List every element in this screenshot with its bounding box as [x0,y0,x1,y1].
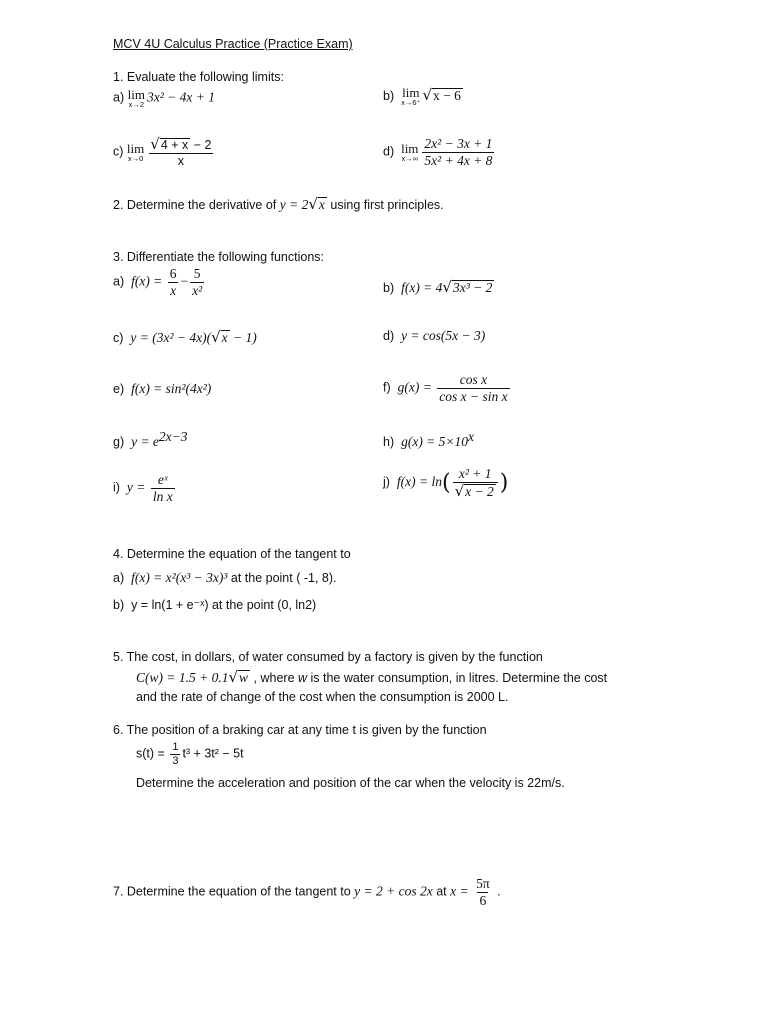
q5-line2: C(w) = 1.5 + 0.1√w , where w is the water consumption, in litres. Determine the cost [136,668,608,686]
q1-prompt: 1. Evaluate the following limits: [113,70,284,84]
q1-d: d) lim x→∞ $\frac{\text{2x² − 3x + 1}}{\text{5x² + 4x + 8}}$ [383,136,493,168]
q4-prompt: 4. Determine the equation of the tangent to [113,547,351,561]
q5-line3: and the rate of change of the cost when the consumption is 2000 L. [136,690,509,704]
page-title: MCV 4U Calculus Practice (Practice Exam) [113,37,353,51]
q4-a: a) f(x) = x²(x³ − 3x)³ at the point ( -1, 8). [113,570,337,585]
q6-line3: Determine the acceleration and position of the car when the velocity is 22m/s. [136,776,565,790]
q7: 7. Determine the equation of the tangent to y = 2 + cos 2x at x = $\frac{5\pi}{6}$ . [113,876,501,908]
q6-line1: 6. The position of a braking car at any time t is given by the function [113,723,487,737]
q3-j: j) f(x) = ln( $\frac{\text{x² + 1}}{√x - 2}$ ) [383,466,509,500]
q3-g: g) $y = e^{2x-3}$ [113,429,188,450]
q6-line2: s(t) = $\frac{1}{3}$ t³ + 3t² − 5t [136,741,244,767]
q1-b: b) lim x→6⁺ √x − 6 [383,85,461,108]
q3-prompt: 3. Differentiate the following functions: [113,250,325,264]
q1-a: a) lim x→2 3x² − 4x + 1 [113,87,215,109]
q3-h: h) $g(x) = 5\times 10^x$ [383,429,475,450]
q3-i: i) y = $\frac{\text{eˣ}}{\text{ln x}}$ [113,472,173,504]
q5-line1: 5. The cost, in dollars, of water consumed by a factory is given by the function [113,650,543,664]
q3-a: a) f(x) = $\frac{6}{x}$ − $\frac{5}{\text{x²}}$ [113,266,203,298]
q4-b: b) y = ln(1 + e⁻ˣ) at the point (0, ln2) [113,598,317,612]
q3-b: b) f(x) = 4√3x³ − 2 [383,278,493,296]
q2: 2. Determine the derivative of y = 2√x using first principles. [113,195,444,213]
q3-c: c) y = (3x² − 4x)(√x − 1) [113,328,257,346]
q3-e: e) f(x) = sin²(4x²) [113,381,212,396]
q3-f: f) g(x) = $\frac{\text{cos x}}{\text{cos x − sin x}}$ [383,372,508,404]
q1-c: c) lim x→0 $\frac{√4 + x - 2}{x}$ [113,135,212,169]
q3-d: d) y = cos(5x − 3) [383,328,486,343]
